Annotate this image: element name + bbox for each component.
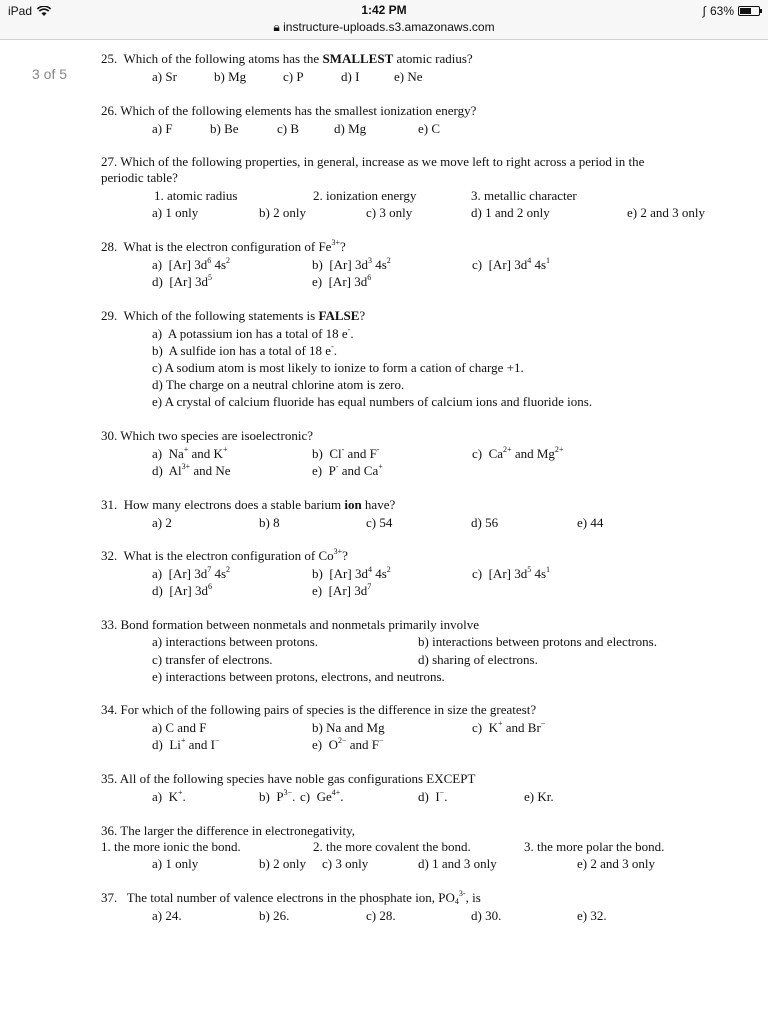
- option: d) 56: [471, 515, 499, 530]
- option: b) [Ar] $3d^4$ $4s^2$: [312, 565, 391, 581]
- option: b) 26.: [259, 908, 290, 923]
- question-26: 26. Which of the following elements has the smallest ionization energy?: [101, 103, 477, 118]
- question-33: 33. Bond formation between nonmetals and nonmetals primarily involve: [101, 617, 480, 632]
- question-32: 32. What is the electron configuration of $Co^{3+}$?: [101, 547, 348, 563]
- address-bar[interactable]: [0, 20, 768, 35]
- battery-icon: [738, 6, 760, 16]
- option: b) Na and Mg: [312, 720, 385, 735]
- question-35: 35. All of the following species have noble gas configurations EXCEPT: [101, 771, 476, 786]
- question-27: 27. Which of the following properties, in general, increase as we move left to right across a period in the: [101, 154, 645, 169]
- option: b) Be: [210, 121, 239, 136]
- option: b) A sulfide ion has a total of 18 e-.: [152, 342, 338, 358]
- device-label: iPad: [8, 4, 33, 18]
- option: b) Mg: [214, 69, 247, 84]
- option: d) 1 and 3 only: [418, 856, 497, 871]
- option: e) 2 and 3 only: [577, 856, 655, 871]
- page-indicator: 3 of 5: [32, 66, 68, 82]
- option: a) Na+ and K+: [152, 445, 228, 461]
- question-36: 36. The larger the difference in electronegativity,: [101, 823, 355, 838]
- option: d) Mg: [334, 121, 367, 136]
- option: b) Cl- and F-: [312, 445, 380, 461]
- option: c) P: [283, 69, 304, 84]
- option: d) Li+ and I−: [152, 736, 220, 752]
- option: d) I: [341, 69, 360, 84]
- option: a) 1 only: [152, 856, 199, 871]
- question-29: 29. Which of the following statements is FALSE?: [101, 308, 366, 323]
- option: e) [Ar] $3d^6$: [312, 273, 372, 289]
- option: a) Sr: [152, 69, 177, 84]
- option: e) A crystal of calcium fluoride has equal numbers of calcium ions and fluoride ions.: [152, 394, 593, 409]
- option: d) [Ar] $3d^5$: [152, 273, 212, 289]
- option: c) transfer of electrons.: [152, 652, 273, 667]
- option: b) 2 only: [259, 856, 306, 871]
- option: a) 24.: [152, 908, 182, 923]
- question-27-cont: periodic table?: [101, 170, 178, 185]
- option: e) 32.: [577, 908, 607, 923]
- option: a) interactions between protons.: [152, 634, 319, 649]
- question-30: 30. Which two species are isoelectronic?: [101, 428, 314, 443]
- option: d) $Al^{3+}$ and Ne: [152, 462, 231, 478]
- option: e) 2 and 3 only: [627, 205, 705, 220]
- lock-icon: 🔒︎: [273, 20, 280, 34]
- status-right: [703, 4, 760, 18]
- option: d) 30.: [471, 908, 502, 923]
- url-text: instructure-uploads.s3.amazonaws.com: [283, 20, 495, 34]
- option: c) A sodium atom is most likely to ionize to form a cation of charge +1.: [152, 360, 524, 375]
- status-bar: [0, 0, 768, 40]
- option: c) B: [277, 121, 300, 136]
- question-34: 34. For which of the following pairs of species is the difference in size the greatest?: [101, 702, 537, 717]
- list-item: 2. ionization energy: [313, 188, 417, 203]
- list-item: 3. the more polar the bond.: [524, 839, 665, 854]
- option: e) Kr.: [524, 789, 554, 804]
- option: b) [Ar] $3d^3$ $4s^2$: [312, 256, 391, 272]
- option: a) [Ar] $3d^6$ $4s^2$: [152, 256, 231, 272]
- option: c) 3 only: [366, 205, 413, 220]
- option: e) C: [418, 121, 441, 136]
- clock: 1:42 PM: [361, 3, 407, 17]
- option: d) sharing of electrons.: [418, 652, 538, 667]
- question-25: 25. Which of the following atoms has the SMALLEST atomic radius?: [101, 51, 473, 66]
- option: c) 28.: [366, 908, 396, 923]
- option: d) [Ar] $3d^6$: [152, 582, 212, 598]
- option: b) interactions between protons and electrons.: [418, 634, 657, 649]
- option: a) [Ar] $3d^7$ $4s^2$: [152, 565, 231, 581]
- option: c) [Ar] $3d^4$ $4s^1$: [472, 256, 551, 272]
- option: e) interactions between protons, electrons, and neutrons.: [152, 669, 445, 684]
- option: c) 54: [366, 515, 393, 530]
- option: a) A potassium ion has a total of 18 e-.: [152, 325, 354, 341]
- option: e) $O^{2-}$ and F−: [312, 736, 384, 752]
- option: d) I−.: [418, 788, 448, 804]
- option: c) K+ and Br−: [472, 719, 546, 735]
- option: a) 2: [152, 515, 172, 530]
- option: a) C and F: [152, 720, 207, 735]
- question-37: 37. The total number of valence electrons in the phosphate ion, $PO_4^{3-}$, is: [101, 889, 481, 906]
- option: e) P- and Ca+: [312, 462, 383, 478]
- list-item: 1. the more ionic the bond.: [101, 839, 241, 854]
- option: b) 2 only: [259, 205, 306, 220]
- option: a) 1 only: [152, 205, 199, 220]
- option: e) Ne: [394, 69, 423, 84]
- option: d) 1 and 2 only: [471, 205, 550, 220]
- question-28: 28. What is the electron configuration of $Fe^{3+}$?: [101, 238, 346, 254]
- option: c) $Ge^{4+}$.: [300, 788, 344, 804]
- list-item: 3. metallic character: [471, 188, 577, 203]
- bluetooth-icon: ∫: [702, 4, 706, 18]
- battery-percent: 63%: [709, 4, 734, 18]
- option: b) 8: [259, 515, 280, 530]
- option: b) $P^{3-}$.: [259, 788, 296, 804]
- question-31: 31. How many electrons does a stable barium ion have?: [101, 497, 396, 512]
- list-item: 2. the more covalent the bond.: [313, 839, 471, 854]
- option: c) $Ca^{2+}$ and $Mg^{2+}$: [472, 445, 564, 461]
- option: a) F: [152, 121, 173, 136]
- option: a) K+.: [152, 788, 186, 804]
- option: c) [Ar] $3d^5$ $4s^1$: [472, 565, 551, 581]
- option: d) The charge on a neutral chlorine atom is zero.: [152, 377, 405, 392]
- option: e) [Ar] $3d^7$: [312, 582, 372, 598]
- option: e) 44: [577, 515, 604, 530]
- list-item: 1. atomic radius: [154, 188, 238, 203]
- option: c) 3 only: [322, 856, 369, 871]
